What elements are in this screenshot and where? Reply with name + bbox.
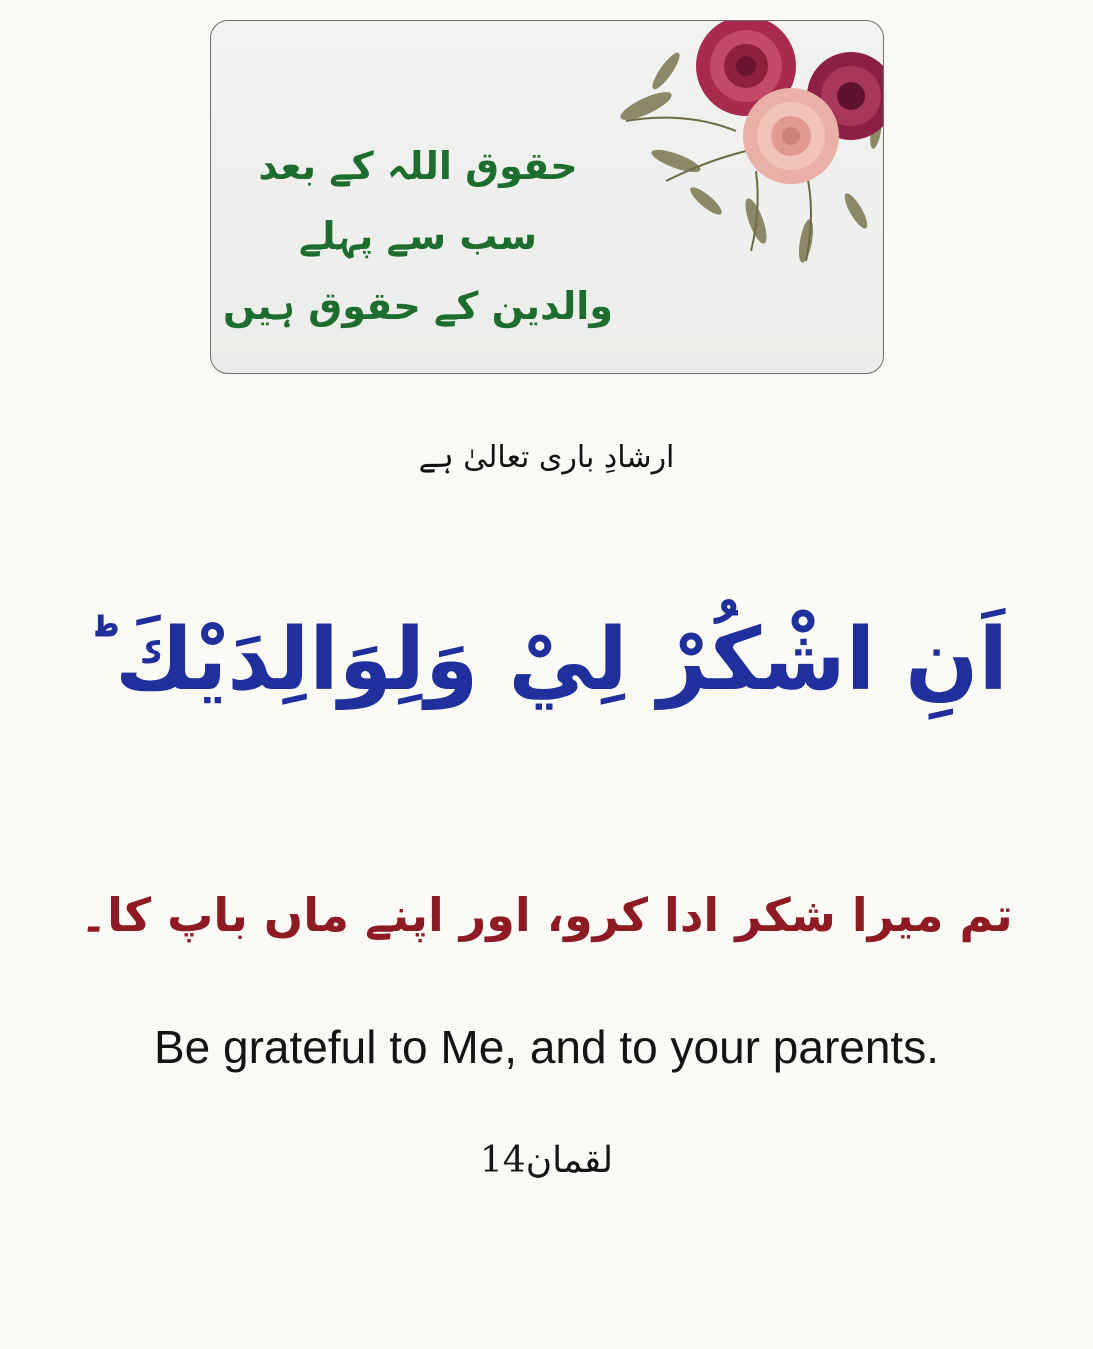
card-line-2: سب سے پہلے [298,214,537,258]
flowers-icon [606,20,884,291]
card-title [210,131,628,341]
arabic-verse: اَنِ اشْكُرْ لِيْ وَلِوَالِدَيْكَ ؕ [85,610,1008,710]
card-line-1: حقوق اللہ کے بعد [258,144,578,188]
english-translation: Be grateful to Me, and to your parents. [153,1021,939,1073]
card-line-3: والدین کے حقوق ہیں [223,284,613,328]
title-card [210,20,884,374]
verse-heading: ارشادِ باری تعالیٰ ہے [418,440,675,475]
verse-reference: لقمان14 [479,1140,614,1181]
urdu-translation: تم میرا شکر ادا کرو، اور اپنے ماں باپ کا۔ [80,888,1013,942]
